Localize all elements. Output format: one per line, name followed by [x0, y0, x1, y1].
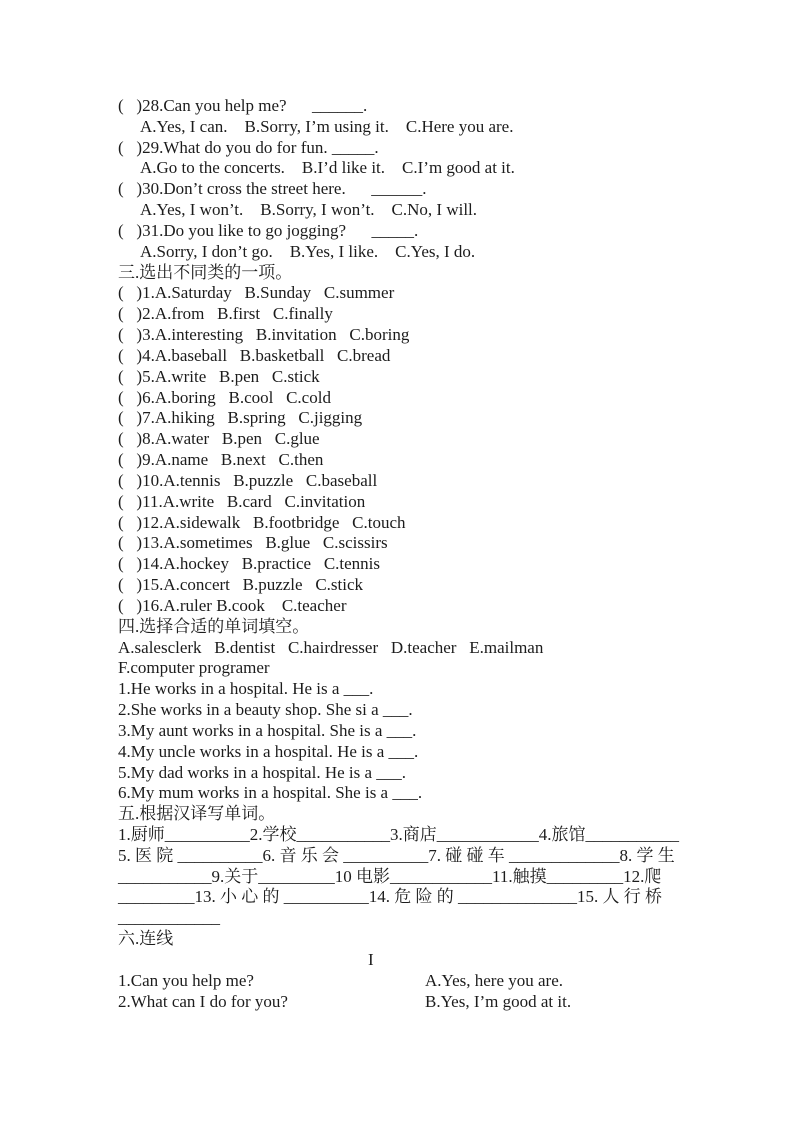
- section-6-column-numeral: I: [368, 949, 374, 969]
- question-29-options: A.Go to the concerts. B.I’d like it. C.I’m good at it.: [140, 158, 515, 178]
- section-3-item-12: ( )12.A.sidewalk B.footbridge C.touch: [118, 512, 406, 532]
- question-30: ( )30.Don’t cross the street here. ______.: [118, 179, 427, 199]
- section-3-item-3: ( )3.A.interesting B.invitation C.boring: [118, 325, 410, 345]
- section-3-item-11: ( )11.A.write B.card C.invitation: [118, 491, 366, 511]
- question-28-options: A.Yes, I can. B.Sorry, I’m using it. C.Here you are.: [140, 116, 514, 136]
- section-5-row-4: _________13. 小 心 的 __________14. 危 险 的 ______________15. 人 行 桥: [118, 887, 662, 907]
- section-3-item-4: ( )4.A.baseball B.basketball C.bread: [118, 345, 391, 365]
- question-31-options: A.Sorry, I don’t go. B.Yes, I like. C.Yes, I do.: [140, 241, 476, 261]
- section-3-heading: 三.选出不同类的一项。: [118, 262, 293, 282]
- section-3-item-2: ( )2.A.from B.first C.finally: [118, 304, 333, 324]
- section-5-row-3: ___________9.关于_________10 电影____________11.触摸_________12.爬: [118, 866, 662, 886]
- section-4-word-bank-row-2: F.computer programer: [118, 658, 270, 678]
- section-3-item-8: ( )8.A.water B.pen C.glue: [118, 429, 320, 449]
- section-3-item-16: ( )16.A.ruler B.cook C.teacher: [118, 595, 347, 615]
- section-3-item-14: ( )14.A.hockey B.practice C.tennis: [118, 554, 381, 574]
- section-3-item-1: ( )1.A.Saturday B.Sunday C.summer: [118, 283, 395, 303]
- section-4-sentence-4: 4.My uncle works in a hospital. He is a ___.: [118, 741, 419, 761]
- section-6-match-row-2-left: 2.What can I do for you?: [118, 991, 288, 1011]
- section-6-match-row-1: [118, 971, 684, 992]
- section-4-heading: 四.选择合适的单词填空。: [118, 616, 310, 636]
- section-6-match-row-1-left: 1.Can you help me?: [118, 970, 254, 990]
- section-4-sentence-2: 2.She works in a beauty shop. She si a ___.: [118, 700, 413, 720]
- section-3-item-9: ( )9.A.name B.next C.then: [118, 450, 324, 470]
- section-3-item-6: ( )6.A.boring B.cool C.cold: [118, 387, 331, 407]
- question-31: ( )31.Do you like to go jogging? _____.: [118, 220, 419, 240]
- section-3-item-13: ( )13.A.sometimes B.glue C.scissirs: [118, 533, 388, 553]
- section-5-row-2: 5. 医 院 __________6. 音 乐 会 __________7. 碰 碰 车 _____________8. 学 生: [118, 845, 675, 865]
- section-5-row-1: 1.厨师__________2.学校___________3.商店____________4.旅馆___________: [118, 824, 679, 844]
- section-4-word-bank-row-1: A.salesclerk B.dentist C.hairdresser D.teacher E.mailman: [118, 637, 544, 657]
- section-6-match-row-1-right: A.Yes, here you are.: [425, 970, 564, 990]
- section-6-match-row-2-right: B.Yes, I’m good at it.: [425, 991, 572, 1011]
- section-5-heading: 五.根据汉译写单词。: [118, 804, 276, 824]
- section-6-heading: 六.连线: [118, 929, 174, 949]
- section-5-row-5: ____________: [118, 908, 220, 928]
- question-30-options: A.Yes, I won’t. B.Sorry, I won’t. C.No, I will.: [140, 200, 478, 220]
- section-4-sentence-5: 5.My dad works in a hospital. He is a ___.: [118, 762, 407, 782]
- section-3-item-10: ( )10.A.tennis B.puzzle C.baseball: [118, 470, 378, 490]
- question-29: ( )29.What do you do for fun. _____.: [118, 137, 379, 157]
- section-3-item-5: ( )5.A.write B.pen C.stick: [118, 366, 320, 386]
- question-28: ( )28.Can you help me? ______.: [118, 96, 368, 115]
- section-6-match-row-2: [118, 992, 684, 1013]
- section-4-sentence-3: 3.My aunt works in a hospital. She is a ___.: [118, 720, 417, 740]
- section-4-sentence-1: 1.He works in a hospital. He is a ___.: [118, 679, 374, 699]
- section-3-item-15: ( )15.A.concert B.puzzle C.stick: [118, 575, 364, 595]
- section-3-item-7: ( )7.A.hiking B.spring C.jigging: [118, 408, 363, 428]
- worksheet-body: [118, 96, 684, 1012]
- section-4-sentence-6: 6.My mum works in a hospital. She is a ___.: [118, 783, 423, 803]
